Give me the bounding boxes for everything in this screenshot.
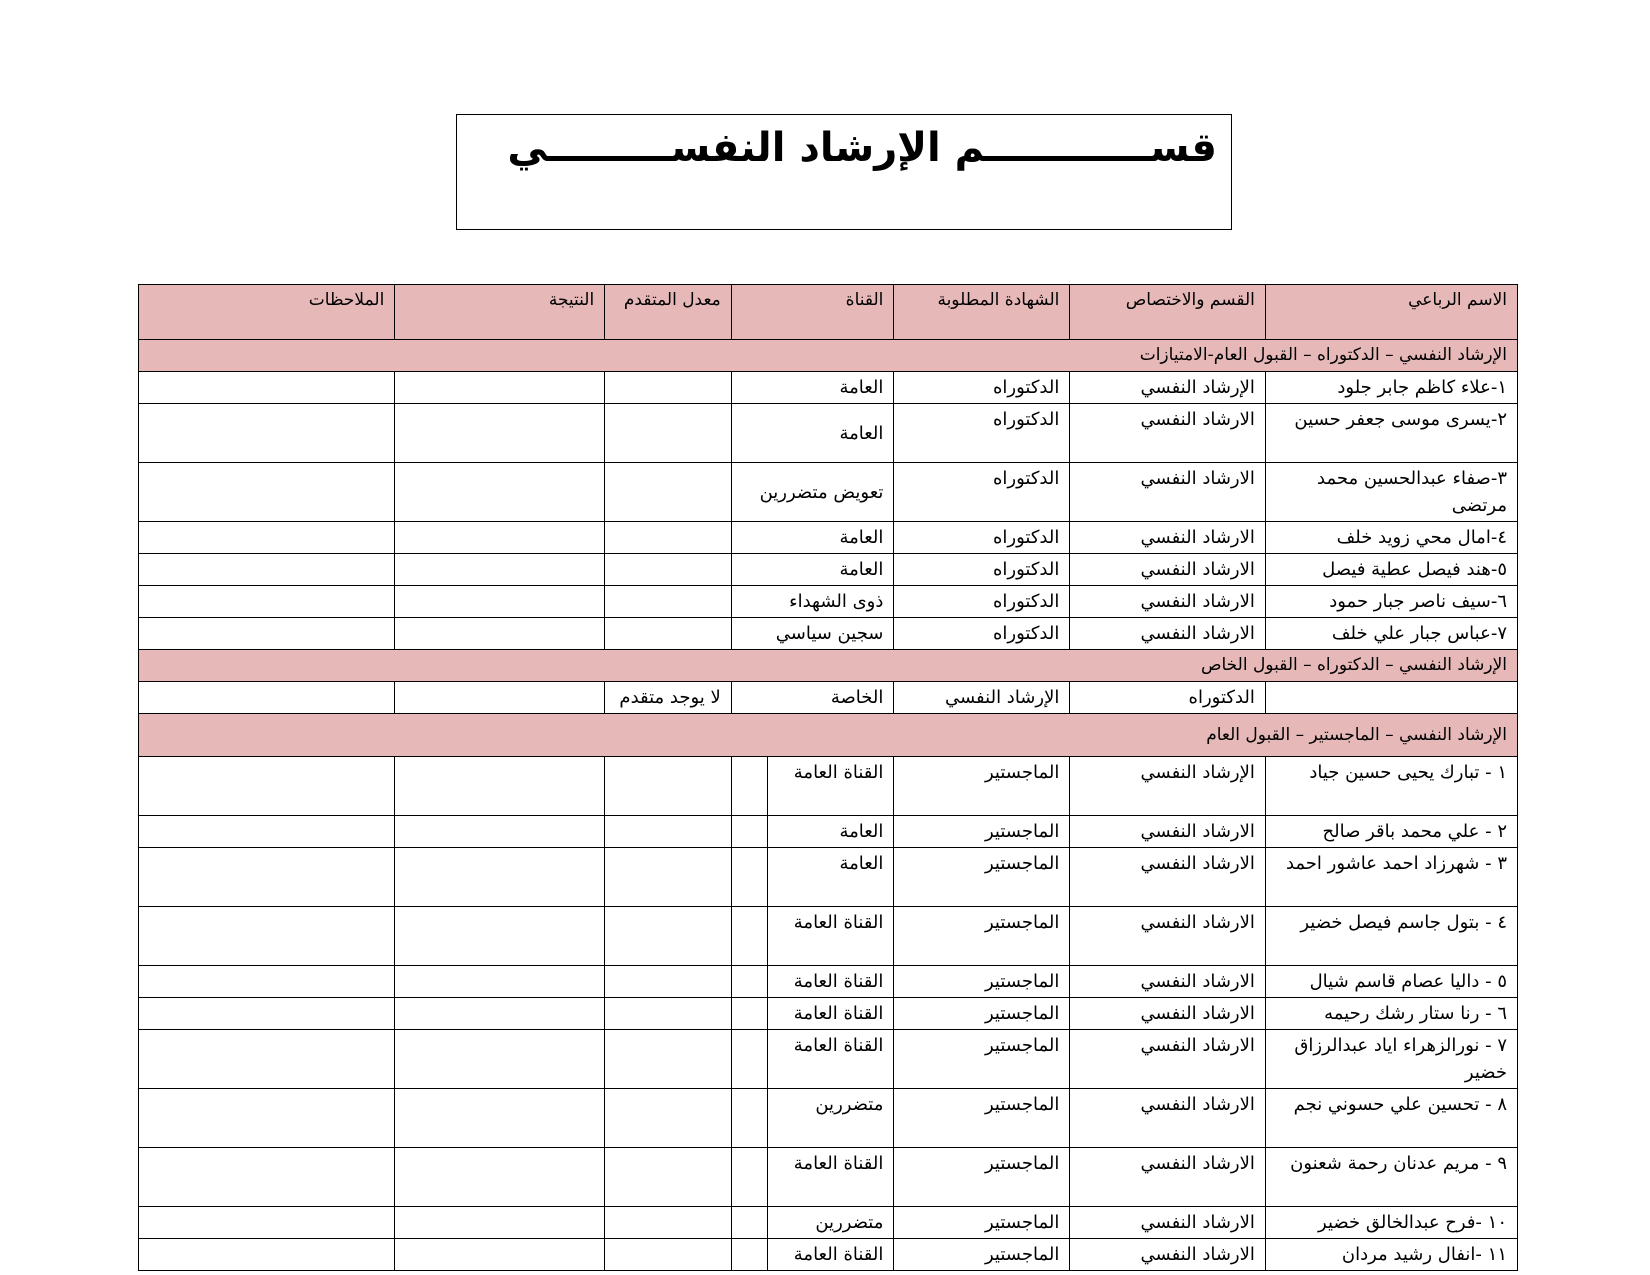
cell-name: ٥-هند فيصل عطية فيصل xyxy=(1265,554,1517,586)
cell-average: لا يوجد متقدم xyxy=(605,682,732,714)
cell-result xyxy=(395,1239,605,1271)
cell-name: ١ - تبارك يحيى حسين جياد xyxy=(1265,757,1517,816)
cell-result xyxy=(395,618,605,650)
cell-department: الارشاد النفسي xyxy=(1070,522,1266,554)
cell-notes xyxy=(139,404,395,463)
header-average: معدل المتقدم xyxy=(605,285,732,340)
cell-notes xyxy=(139,966,395,998)
section-title: الإرشاد النفسي – الدكتوراه – القبول الخاص xyxy=(139,650,1518,682)
cell-notes xyxy=(139,1030,395,1089)
cell-channel-extra xyxy=(731,998,767,1030)
table-row xyxy=(139,757,1518,816)
cell-name xyxy=(1265,682,1517,714)
cell-name: ٢ - علي محمد باقر صالح xyxy=(1265,816,1517,848)
cell-name: ٤ - بتول جاسم فيصل خضير xyxy=(1265,907,1517,966)
cell-result xyxy=(395,1089,605,1148)
table-row xyxy=(139,1207,1518,1239)
cell-department: الارشاد النفسي xyxy=(1070,998,1266,1030)
cell-degree: الماجستير xyxy=(894,848,1070,907)
cell-notes xyxy=(139,907,395,966)
cell-channel-extra xyxy=(731,1089,767,1148)
cell-degree: الدكتوراه xyxy=(894,618,1070,650)
cell-degree: الدكتوراه xyxy=(1070,682,1266,714)
header-name: الاسم الرباعي xyxy=(1265,285,1517,340)
cell-name: ٨ - تحسين علي حسوني نجم xyxy=(1265,1089,1517,1148)
cell-department: الارشاد النفسي xyxy=(1070,586,1266,618)
cell-average xyxy=(605,966,732,998)
cell-department: الارشاد النفسي xyxy=(1070,966,1266,998)
cell-notes xyxy=(139,586,395,618)
cell-result xyxy=(395,372,605,404)
cell-department: الارشاد النفسي xyxy=(1070,1239,1266,1271)
cell-channel: العامة xyxy=(731,554,894,586)
cell-department: الارشاد النفسي xyxy=(1070,816,1266,848)
table-row xyxy=(139,372,1518,404)
table-row xyxy=(139,1148,1518,1207)
cell-average xyxy=(605,1089,732,1148)
cell-channel: العامة xyxy=(731,372,894,404)
cell-department: الارشاد النفسي xyxy=(1070,1030,1266,1089)
table-row xyxy=(139,463,1518,522)
cell-channel-extra xyxy=(731,1207,767,1239)
cell-degree: الماجستير xyxy=(894,757,1070,816)
cell-degree: الدكتوراه xyxy=(894,372,1070,404)
cell-department: الإرشاد النفسي xyxy=(894,682,1070,714)
cell-channel: ذوى الشهداء xyxy=(731,586,894,618)
table-row xyxy=(139,1030,1518,1089)
cell-channel: القناة العامة xyxy=(767,757,894,816)
page-title-box xyxy=(456,114,1232,230)
cell-department: الارشاد النفسي xyxy=(1070,1148,1266,1207)
header-result: النتيجة xyxy=(395,285,605,340)
cell-notes xyxy=(139,682,395,714)
cell-channel: القناة العامة xyxy=(767,966,894,998)
header-department: القسم والاختصاص xyxy=(1070,285,1266,340)
cell-result xyxy=(395,966,605,998)
cell-channel: العامة xyxy=(767,848,894,907)
cell-notes xyxy=(139,1148,395,1207)
cell-average xyxy=(605,522,732,554)
table-row xyxy=(139,618,1518,650)
cell-name: ١-علاء كاظم جابر جلود xyxy=(1265,372,1517,404)
cell-notes xyxy=(139,848,395,907)
cell-notes xyxy=(139,816,395,848)
cell-average xyxy=(605,998,732,1030)
cell-department: الارشاد النفسي xyxy=(1070,1207,1266,1239)
header-channel: القناة xyxy=(731,285,894,340)
cell-degree: الماجستير xyxy=(894,1089,1070,1148)
cell-average xyxy=(605,907,732,966)
cell-notes xyxy=(139,618,395,650)
cell-channel-extra xyxy=(731,1239,767,1271)
cell-result xyxy=(395,998,605,1030)
cell-average xyxy=(605,1207,732,1239)
cell-notes xyxy=(139,757,395,816)
applicants-table xyxy=(138,284,1518,1271)
cell-result xyxy=(395,586,605,618)
cell-channel-extra xyxy=(731,1148,767,1207)
cell-department: الإرشاد النفسي xyxy=(1070,372,1266,404)
cell-notes xyxy=(139,1239,395,1271)
cell-result xyxy=(395,404,605,463)
cell-department: الارشاد النفسي xyxy=(1070,404,1266,463)
cell-result xyxy=(395,848,605,907)
cell-result xyxy=(395,522,605,554)
cell-name: ١٠ -فرح عبدالخالق خضير xyxy=(1265,1207,1517,1239)
cell-channel: متضررين xyxy=(767,1089,894,1148)
cell-degree: الماجستير xyxy=(894,998,1070,1030)
cell-name: ٢-يسرى موسى جعفر حسين xyxy=(1265,404,1517,463)
table-row xyxy=(139,1089,1518,1148)
cell-name: ٧-عباس جبار علي خلف xyxy=(1265,618,1517,650)
cell-name: ٤-امال محي زويد خلف xyxy=(1265,522,1517,554)
cell-degree: الدكتوراه xyxy=(894,522,1070,554)
cell-department: الارشاد النفسي xyxy=(1070,618,1266,650)
table-row xyxy=(139,848,1518,907)
cell-degree: الماجستير xyxy=(894,816,1070,848)
cell-channel: تعويض متضررين xyxy=(731,463,894,522)
cell-channel: القناة العامة xyxy=(767,907,894,966)
cell-name: ٦ - رنا ستار رشك رحيمه xyxy=(1265,998,1517,1030)
cell-result xyxy=(395,907,605,966)
cell-department: الارشاد النفسي xyxy=(1070,848,1266,907)
table-row xyxy=(139,404,1518,463)
table-row xyxy=(139,966,1518,998)
cell-name: ٣ - شهرزاد احمد عاشور احمد xyxy=(1265,848,1517,907)
cell-degree: الماجستير xyxy=(894,1207,1070,1239)
cell-department: الارشاد النفسي xyxy=(1070,554,1266,586)
cell-channel: القناة العامة xyxy=(767,1239,894,1271)
table-row xyxy=(139,522,1518,554)
cell-notes xyxy=(139,372,395,404)
table-header-row xyxy=(139,285,1518,340)
table-row xyxy=(139,816,1518,848)
cell-average xyxy=(605,1030,732,1089)
cell-average xyxy=(605,1239,732,1271)
cell-name: ٥ - داليا عصام قاسم شيال xyxy=(1265,966,1517,998)
cell-result xyxy=(395,816,605,848)
cell-channel-extra xyxy=(731,907,767,966)
cell-degree: الماجستير xyxy=(894,1239,1070,1271)
cell-channel: القناة العامة xyxy=(767,1148,894,1207)
table-row xyxy=(139,998,1518,1030)
cell-department: الارشاد النفسي xyxy=(1070,1089,1266,1148)
cell-average xyxy=(605,372,732,404)
cell-channel: القناة العامة xyxy=(767,1030,894,1089)
cell-average xyxy=(605,554,732,586)
cell-average xyxy=(605,848,732,907)
table-row xyxy=(139,554,1518,586)
section-header-phd-private xyxy=(139,650,1518,682)
cell-name: ٧ - نورالزهراء اياد عبدالرزاق خضير xyxy=(1265,1030,1517,1089)
cell-degree: الدكتوراه xyxy=(894,586,1070,618)
section-title: الإرشاد النفسي – الماجستير – القبول العام xyxy=(139,714,1518,757)
cell-notes xyxy=(139,463,395,522)
cell-department: الارشاد النفسي xyxy=(1070,463,1266,522)
cell-channel: العامة xyxy=(731,404,894,463)
cell-degree: الدكتوراه xyxy=(894,463,1070,522)
cell-result xyxy=(395,757,605,816)
table-body xyxy=(139,285,1518,1271)
cell-name: ٦-سيف ناصر جبار حمود xyxy=(1265,586,1517,618)
cell-department: الارشاد النفسي xyxy=(1070,907,1266,966)
page-title: قســــــــــــم الإرشاد النفســـــــــي xyxy=(507,125,1217,171)
cell-department: الإرشاد النفسي xyxy=(1070,757,1266,816)
cell-average xyxy=(605,1148,732,1207)
cell-channel-extra xyxy=(731,848,767,907)
cell-channel-extra xyxy=(731,1030,767,1089)
cell-name: ١١ -انفال رشيد مردان xyxy=(1265,1239,1517,1271)
section-title: الإرشاد النفسي – الدكتوراه – القبول العام-الامتيازات xyxy=(139,340,1518,372)
cell-result xyxy=(395,1148,605,1207)
cell-degree: الماجستير xyxy=(894,1030,1070,1089)
cell-average xyxy=(605,463,732,522)
cell-average xyxy=(605,404,732,463)
table-row xyxy=(139,682,1518,714)
cell-degree: الدكتوراه xyxy=(894,404,1070,463)
cell-notes xyxy=(139,998,395,1030)
cell-result xyxy=(395,1030,605,1089)
cell-degree: الماجستير xyxy=(894,966,1070,998)
cell-result xyxy=(395,463,605,522)
cell-channel: العامة xyxy=(767,816,894,848)
cell-average xyxy=(605,816,732,848)
cell-degree: الدكتوراه xyxy=(894,554,1070,586)
cell-degree: الماجستير xyxy=(894,1148,1070,1207)
cell-channel-extra xyxy=(731,757,767,816)
cell-notes xyxy=(139,554,395,586)
cell-channel: سجين سياسي xyxy=(731,618,894,650)
cell-average xyxy=(605,586,732,618)
cell-degree: الماجستير xyxy=(894,907,1070,966)
header-notes: الملاحظات xyxy=(139,285,395,340)
cell-result xyxy=(395,554,605,586)
cell-channel: العامة xyxy=(731,522,894,554)
cell-notes xyxy=(139,1089,395,1148)
cell-notes xyxy=(139,522,395,554)
table-row xyxy=(139,907,1518,966)
table-row xyxy=(139,1239,1518,1271)
table-row xyxy=(139,586,1518,618)
cell-result xyxy=(395,682,605,714)
cell-result xyxy=(395,1207,605,1239)
cell-channel-extra xyxy=(731,966,767,998)
cell-channel: متضررين xyxy=(767,1207,894,1239)
cell-average xyxy=(605,757,732,816)
header-degree: الشهادة المطلوبة xyxy=(894,285,1070,340)
cell-channel: الخاصة xyxy=(731,682,894,714)
cell-name: ٩ - مريم عدنان رحمة شعنون xyxy=(1265,1148,1517,1207)
cell-notes xyxy=(139,1207,395,1239)
section-header-masters-general xyxy=(139,714,1518,757)
cell-name: ٣-صفاء عبدالحسين محمد مرتضى xyxy=(1265,463,1517,522)
cell-channel: القناة العامة xyxy=(767,998,894,1030)
cell-channel-extra xyxy=(731,816,767,848)
cell-average xyxy=(605,618,732,650)
section-header-phd-general xyxy=(139,340,1518,372)
